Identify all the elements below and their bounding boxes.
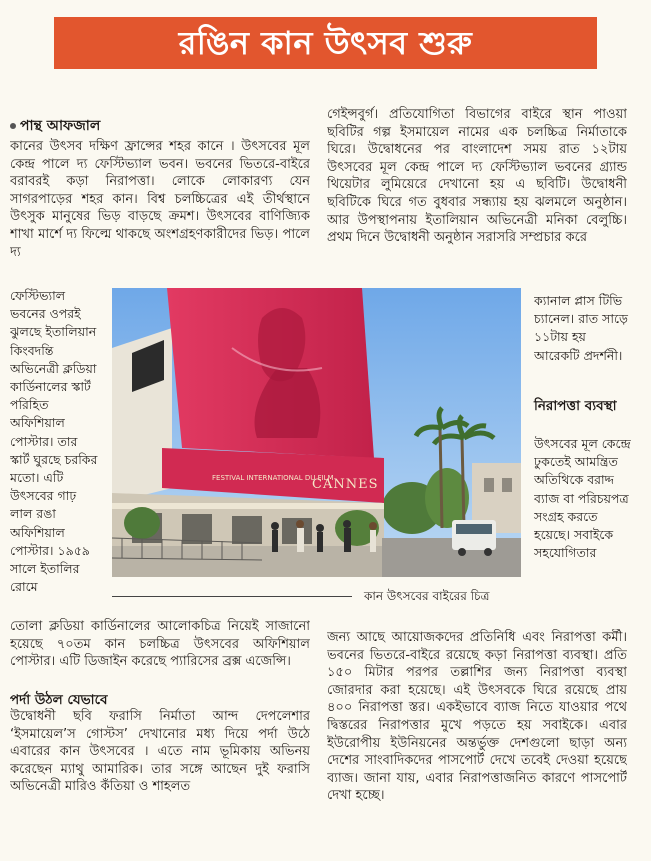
headline: রঙিন কান উৎসব শুরু: [178, 24, 473, 62]
subhead-opening: পর্দা উঠল যেভাবে: [10, 692, 108, 708]
cannes-sign: CANNES: [312, 477, 379, 492]
photo-illustration: [112, 288, 521, 577]
col2-narrow2: উৎসবের মূল কেন্দ্রে ঢুকতেই আমন্ত্রিত অতিথিকে বরাদ্দ ব্যাজ বা পরিচয়পত্র সংগ্রহ করতে হয়েছে। সবাইকে সহযোগিতার: [534, 436, 631, 561]
subhead-security: নিরাপত্তা ব্যবস্থা: [534, 398, 617, 414]
photo-caption: কান উৎসবের বাইরের চিত্র: [364, 589, 490, 603]
byline-author: পান্থ আফজাল: [20, 118, 101, 134]
headline-banner: [54, 17, 597, 69]
col2-top: গেইন্সবুর্গ। প্রতিযোগিতা বিভাগের বাইরে স্থান পাওয়া ছবিটির গল্প ইসমায়েল নামের এক চলচ্চিত্র নির্মাতাকে ঘিরে। উদ্বোধনের পর বাংলাদেশ সময় রাত ১২টায় উৎসবের মূল কেন্দ্র পালে দ্য ফেস্টিভ্যাল ভবনের গ্র্যান্ড থিয়েটার লুমিয়েরে দেখানো হয় এ ছবিটি। উদ্বোধনী ছবিটিকে ঘিরে গত বুধবার সন্ধ্যায় হয় ঝলমলে অনুষ্ঠান। আর উপস্থাপনায় ইতালিয়ান অভিনেত্রী মনিকা বেলুচ্চি। প্রথম দিনে উদ্বোধনী অনুষ্ঠান সরাসরি সম্প্রচার করে: [327, 107, 627, 246]
festival-sign: FESTIVAL INTERNATIONAL DU FILM: [212, 474, 334, 482]
col1-narrow: ফেস্টিভ্যাল ভবনের ওপরই ঝুলছে ইতালিয়ান কিংবদন্তি অভিনেত্রী ক্লডিয়া কার্ডিনালের স্কার্ট পরিহিত অফিশিয়াল পোস্টার। তার স্কার্ট ঘুরছে চরকির মতো। এটি উৎসবের গাঢ় লাল রঙা অফিশিয়াল পোস্টার। ১৯৫৯ সালে ইতালির রোমে: [10, 288, 98, 595]
col1-para2: উদ্বোধনী ছবি ফরাসি নির্মাতা আন্দ দেপলেশার ‘ইসমায়েল’স গোস্টস’ দেখানোর মধ্য দিয়ে পর্দা উঠে এবারের কান উৎসবের । এতে নাম ভূমিকায় অভিনয় করেছেন ম্যাথু আমারিক। তার সঙ্গে আছেন দুই ফরাসি অভিনেত্রী মারিও কঁতিয়া ও শাহলত: [10, 709, 310, 795]
col1-after: তোলা ক্লডিয়া কার্ডিনালের আলোকচিত্র নিয়েই সাজানো হয়েছে ৭০তম কান চলচ্চিত্র উৎসবের অফিশিয়াল পোস্টার। এটি ডিজাইন করেছে প্যারিসের ব্রক্স এজেন্সি।: [10, 619, 310, 670]
col1-intro: কানের উৎসব দক্ষিণ ফ্রান্সের শহর কানে । উৎসবের মূল কেন্দ্র পালে দ্য ফেস্টিভ্যাল ভবন। ভবনের ভিতরে-বাইরে বরাবরই কড়া নিরাপত্তা। লোকে লোকারণ্য যেন সাগরপাড়ের শহর কান। বিশ্ব চলচ্চিত্রের এই তীর্থস্থানে উৎসুক মানুষের ভিড় বাড়ছে ক্রমশ। উৎসবের বাণিজ্যিক শাখা মার্শে দ্য ফিল্মে থাকছে অংশগ্রহণকারীদের ভিড়। পালে দ্য: [10, 139, 310, 260]
byline: [10, 114, 100, 138]
col2-narrow1: ক্যানাল প্লাস টিভি চ্যানেল। রাত সাড়ে ১১টায় হয় আরেকটি প্রদর্শনী।: [534, 293, 628, 363]
col2-bottom: জন্য আছে আয়োজকদের প্রতিনিধি এবং নিরাপত্তা কর্মী। ভবনের ভিতরে-বাইরে রয়েছে কড়া নিরাপত্তা ব্যবস্থা। প্রতি ১৫০ মিটার পরপর তল্লাশির জন্য নিরাপত্তা ব্যবস্থা জোরদার করা হয়েছে। এই উৎসবকে ঘিরে রয়েছে প্রায় ৪০০ নিরাপত্তা স্তর। একইভাবে ব্যাজ নিতে যাওয়ার পথে দ্বিস্তরের নিরাপত্তার মুখে পড়তে হয় সবাইকে। এবার ইউরোপীয় ইউনিয়নের অন্তর্ভুক্ত দেশগুলো ছাড়া অন্য দেশের সাংবাদিকদের পাসপোর্ট দেখে তবেই দেওয়া হয়েছে ব্যাজ। জানা যায়, এবার নিরাপত্তাজনিত কারণে পাসপোর্ট দেখা হচ্ছে।: [327, 630, 627, 804]
bullet-icon: [10, 123, 16, 129]
cannes-photo: [112, 288, 521, 577]
caption-rule: [112, 596, 352, 597]
